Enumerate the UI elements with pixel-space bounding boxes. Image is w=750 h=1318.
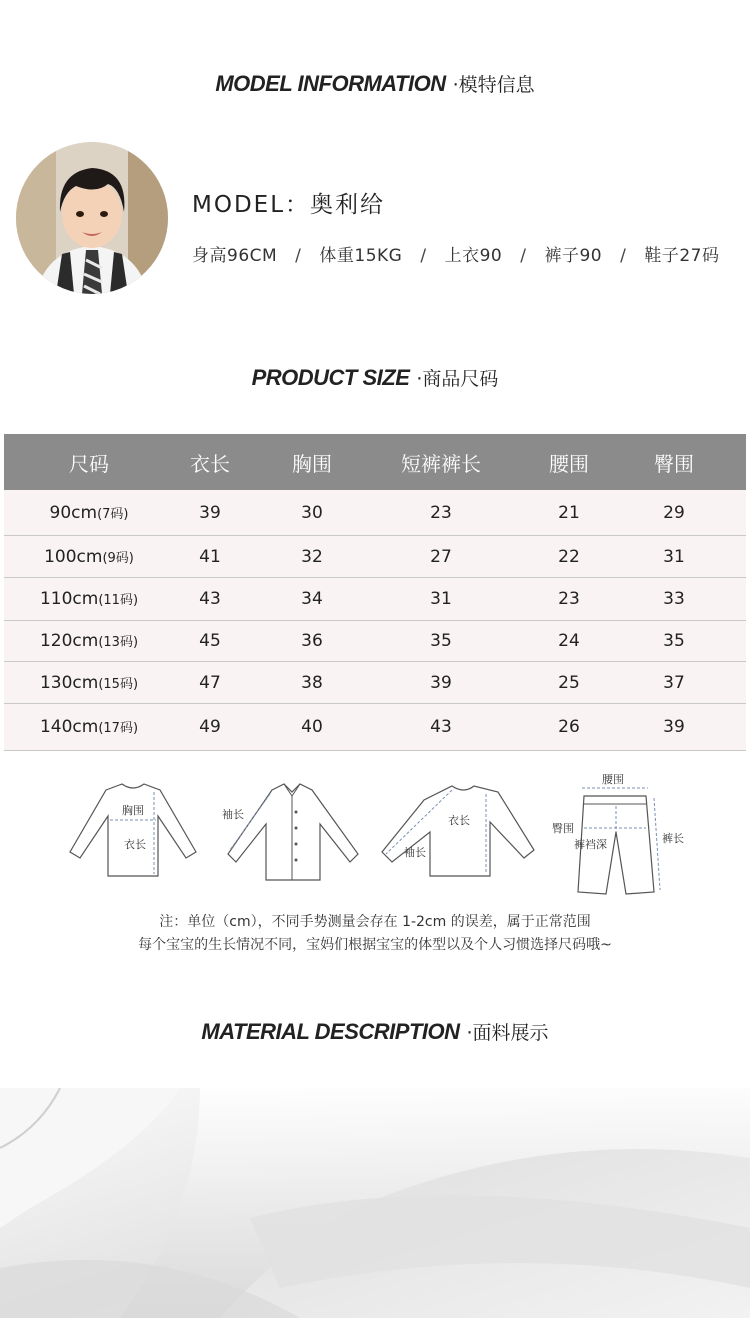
measurement-note: 注：单位（cm），不同手势测量会存在 1-2cm 的误差，属于正常范围 [159,914,591,930]
length-cell: 49 [199,717,221,737]
model-weight: 体重15KG [319,246,403,266]
model-shoe-size: 鞋子27码 [644,246,720,266]
pants-waist-label: 腰围 [602,773,624,786]
length-cell: 47 [199,672,221,693]
fabric-photo [0,1088,750,1318]
chest-cell: 36 [301,631,323,651]
size-value: 140cm [39,717,99,737]
header-shorts-length: 短裤裤长 [401,451,481,476]
stats-separator: / [420,246,427,266]
size-code: (7码) [97,506,129,522]
chest-cell: 38 [301,672,323,693]
hip-cell: 35 [663,631,685,651]
model-photo-illustration [16,142,168,294]
table-row [4,621,746,662]
tshirt-length-label: 衣长 [124,838,146,851]
table-row [4,578,746,621]
waist-cell: 26 [558,717,580,737]
hip-cell: 29 [663,502,685,523]
model-avatar [16,142,168,294]
material-title-zh: ·面料展示 [466,1022,549,1044]
length-cell: 45 [199,631,221,651]
table-row [4,662,746,704]
table-row [4,536,746,578]
tshirt-diagram [66,772,200,884]
size-code: (15码) [98,676,139,692]
chest-cell: 30 [301,502,323,523]
model-height: 身高96CM [192,246,278,266]
size-value: 110cm [39,589,99,609]
stats-separator: / [295,246,302,266]
length-cell: 43 [199,589,221,609]
hip-cell: 39 [663,717,685,737]
model-info-title-en: MODEL INFORMATION [215,71,446,96]
size-cell [4,547,174,567]
material-title-en: MATERIAL DESCRIPTION [201,1019,460,1044]
model-info-title-zh: ·模特信息 [452,74,535,96]
material-title [0,1018,750,1045]
size-code: (11码) [98,593,139,608]
model-name: MODEL：奥利给 [192,192,386,218]
size-table-header [4,434,746,490]
pants-diagram [550,772,690,898]
header-chest: 胸围 [292,451,332,476]
waist-cell: 24 [558,631,580,651]
shorts-length-cell: 35 [430,631,452,651]
size-cell [4,503,174,523]
pants-hip-label: 臀围 [552,822,574,835]
shorts-length-cell: 23 [430,502,452,523]
raglan-sleeve-label: 袖长 [404,846,426,859]
product-size-title-en: PRODUCT SIZE [251,365,410,390]
header-hip: 臀围 [654,451,694,476]
waist-cell: 25 [558,672,580,693]
shorts-length-cell: 39 [430,672,452,693]
stats-separator: / [520,246,527,266]
waist-cell: 21 [558,502,580,523]
size-table [4,434,746,751]
hip-cell: 31 [663,546,685,567]
chest-cell: 34 [301,589,323,609]
table-row [4,490,746,536]
chest-cell: 40 [301,717,323,737]
size-value: 120cm [39,631,99,651]
sizing-advice-note: 每个宝宝的生长情况不同，宝妈们根据宝宝的体型以及个人习惯选择尺码哦~ [138,937,612,953]
raglan-length-label: 衣长 [448,814,470,827]
product-size-title [0,364,750,391]
shorts-length-cell: 27 [430,546,452,567]
size-table-body [4,490,746,751]
length-cell: 39 [199,502,221,523]
header-waist: 腰围 [549,451,589,476]
length-cell: 41 [199,546,221,567]
measurement-diagrams [60,772,690,902]
shirt-diagram [220,772,360,884]
size-cell [4,717,174,737]
size-code: (17码) [98,721,139,736]
size-value: 130cm [39,672,99,693]
pants-rise-label: 裤裆深 [574,838,607,851]
size-cell [4,673,174,693]
model-info-title [0,70,750,97]
waist-cell: 23 [558,589,580,609]
hip-cell: 33 [663,589,685,609]
hip-cell: 37 [663,672,685,693]
product-size-title-zh: ·商品尺码 [416,368,499,390]
pants-length-label: 裤长 [662,832,684,845]
model-stats [192,241,719,266]
header-size: 尺码 [69,451,109,476]
size-cell [4,631,174,651]
size-code: (13码) [98,635,139,650]
size-code: (9码) [102,550,134,566]
waist-cell: 22 [558,546,580,567]
chest-cell: 32 [301,546,323,567]
model-pants-size: 裤子90 [544,246,603,266]
size-value: 100cm [44,546,103,567]
stats-separator: / [620,246,627,266]
size-cell [4,589,174,609]
raglan-diagram [378,772,538,884]
shorts-length-cell: 31 [430,589,452,609]
shirt-sleeve-label: 袖长 [222,808,244,821]
table-row [4,704,746,751]
fabric-texture [0,1088,750,1318]
tshirt-chest-label: 胸围 [122,804,144,817]
shorts-length-cell: 43 [430,717,452,737]
size-value: 90cm [49,502,98,523]
model-top-size: 上衣90 [444,246,503,266]
header-length: 衣长 [190,451,230,476]
